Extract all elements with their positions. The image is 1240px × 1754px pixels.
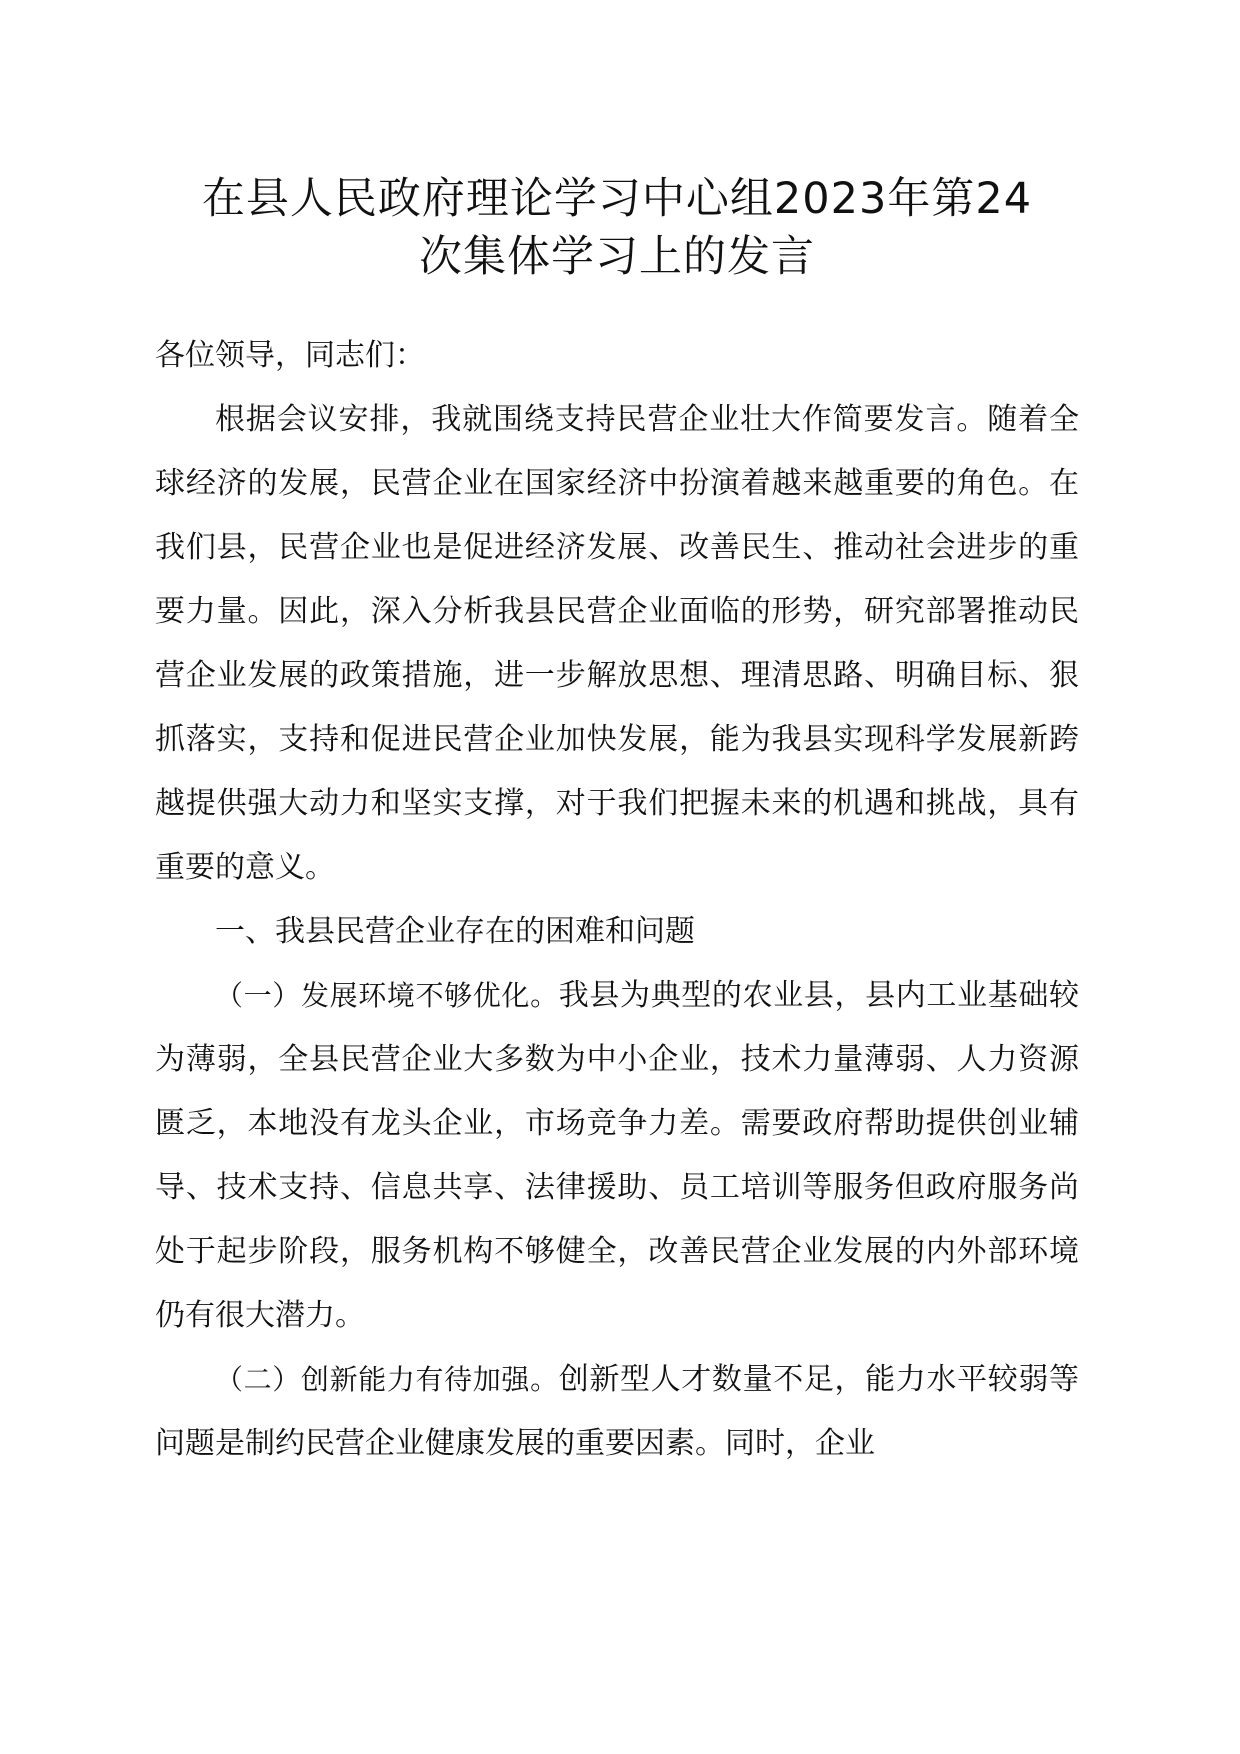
subsection-text-2: 创新型人才数量不足，能力水平较弱等问题是制约民营企业健康发展的重要因素。同时，企业 [155, 1362, 1079, 1461]
document-body [155, 324, 1079, 1476]
document-title [155, 170, 1079, 286]
salutation: 各位领导，同志们： [155, 338, 425, 373]
title-line-2: 次集体学习上的发言 [419, 232, 815, 282]
intro-paragraph: 根据会议安排，我就围绕支持民营企业壮大作简要发言。随着全球经济的发展，民营企业在国家经济中扮演着越来越重要的角色。在我们县，民营企业也是促进经济发展、改善民生、推动社会进步的重要力量。因此，深入分析我县民营企业面临的形势，研究部署推动民营企业发展的政策措施，进一步解放思想、理清思路、明确目标、狠抓落实，支持和促进民营企业加快发展，能为我县实现科学发展新跨越提供强大动力和坚实支撑，对于我们把握未来的机遇和挑战，具有重要的意义。 [155, 402, 1079, 885]
subsection-text-1: 我县为典型的农业县，县内工业基础较为薄弱，全县民营企业大多数为中小企业，技术力量薄弱、人力资源匮乏，本地没有龙头企业，市场竞争力差。需要政府帮助提供创业辅导、技术支持、信息共享、法律援助、员工培训等服务但政府服务尚处于起步阶段，服务机构不够健全，改善民营企业发展的内外部环境仍有很大潜力。 [155, 978, 1079, 1333]
document-page [155, 170, 1079, 1476]
subsection-paragraph-1 [155, 964, 1079, 1348]
subsection-paragraph-2 [155, 1348, 1079, 1476]
title-line-1: 在县人民政府理论学习中心组2023年第24 [201, 174, 1033, 224]
section-heading-1: 一、我县民营企业存在的困难和问题 [215, 914, 695, 949]
subsection-heading-2: （二）创新能力有待加强。 [215, 1363, 559, 1396]
subsection-heading-1: （一）发展环境不够优化。 [215, 979, 559, 1012]
